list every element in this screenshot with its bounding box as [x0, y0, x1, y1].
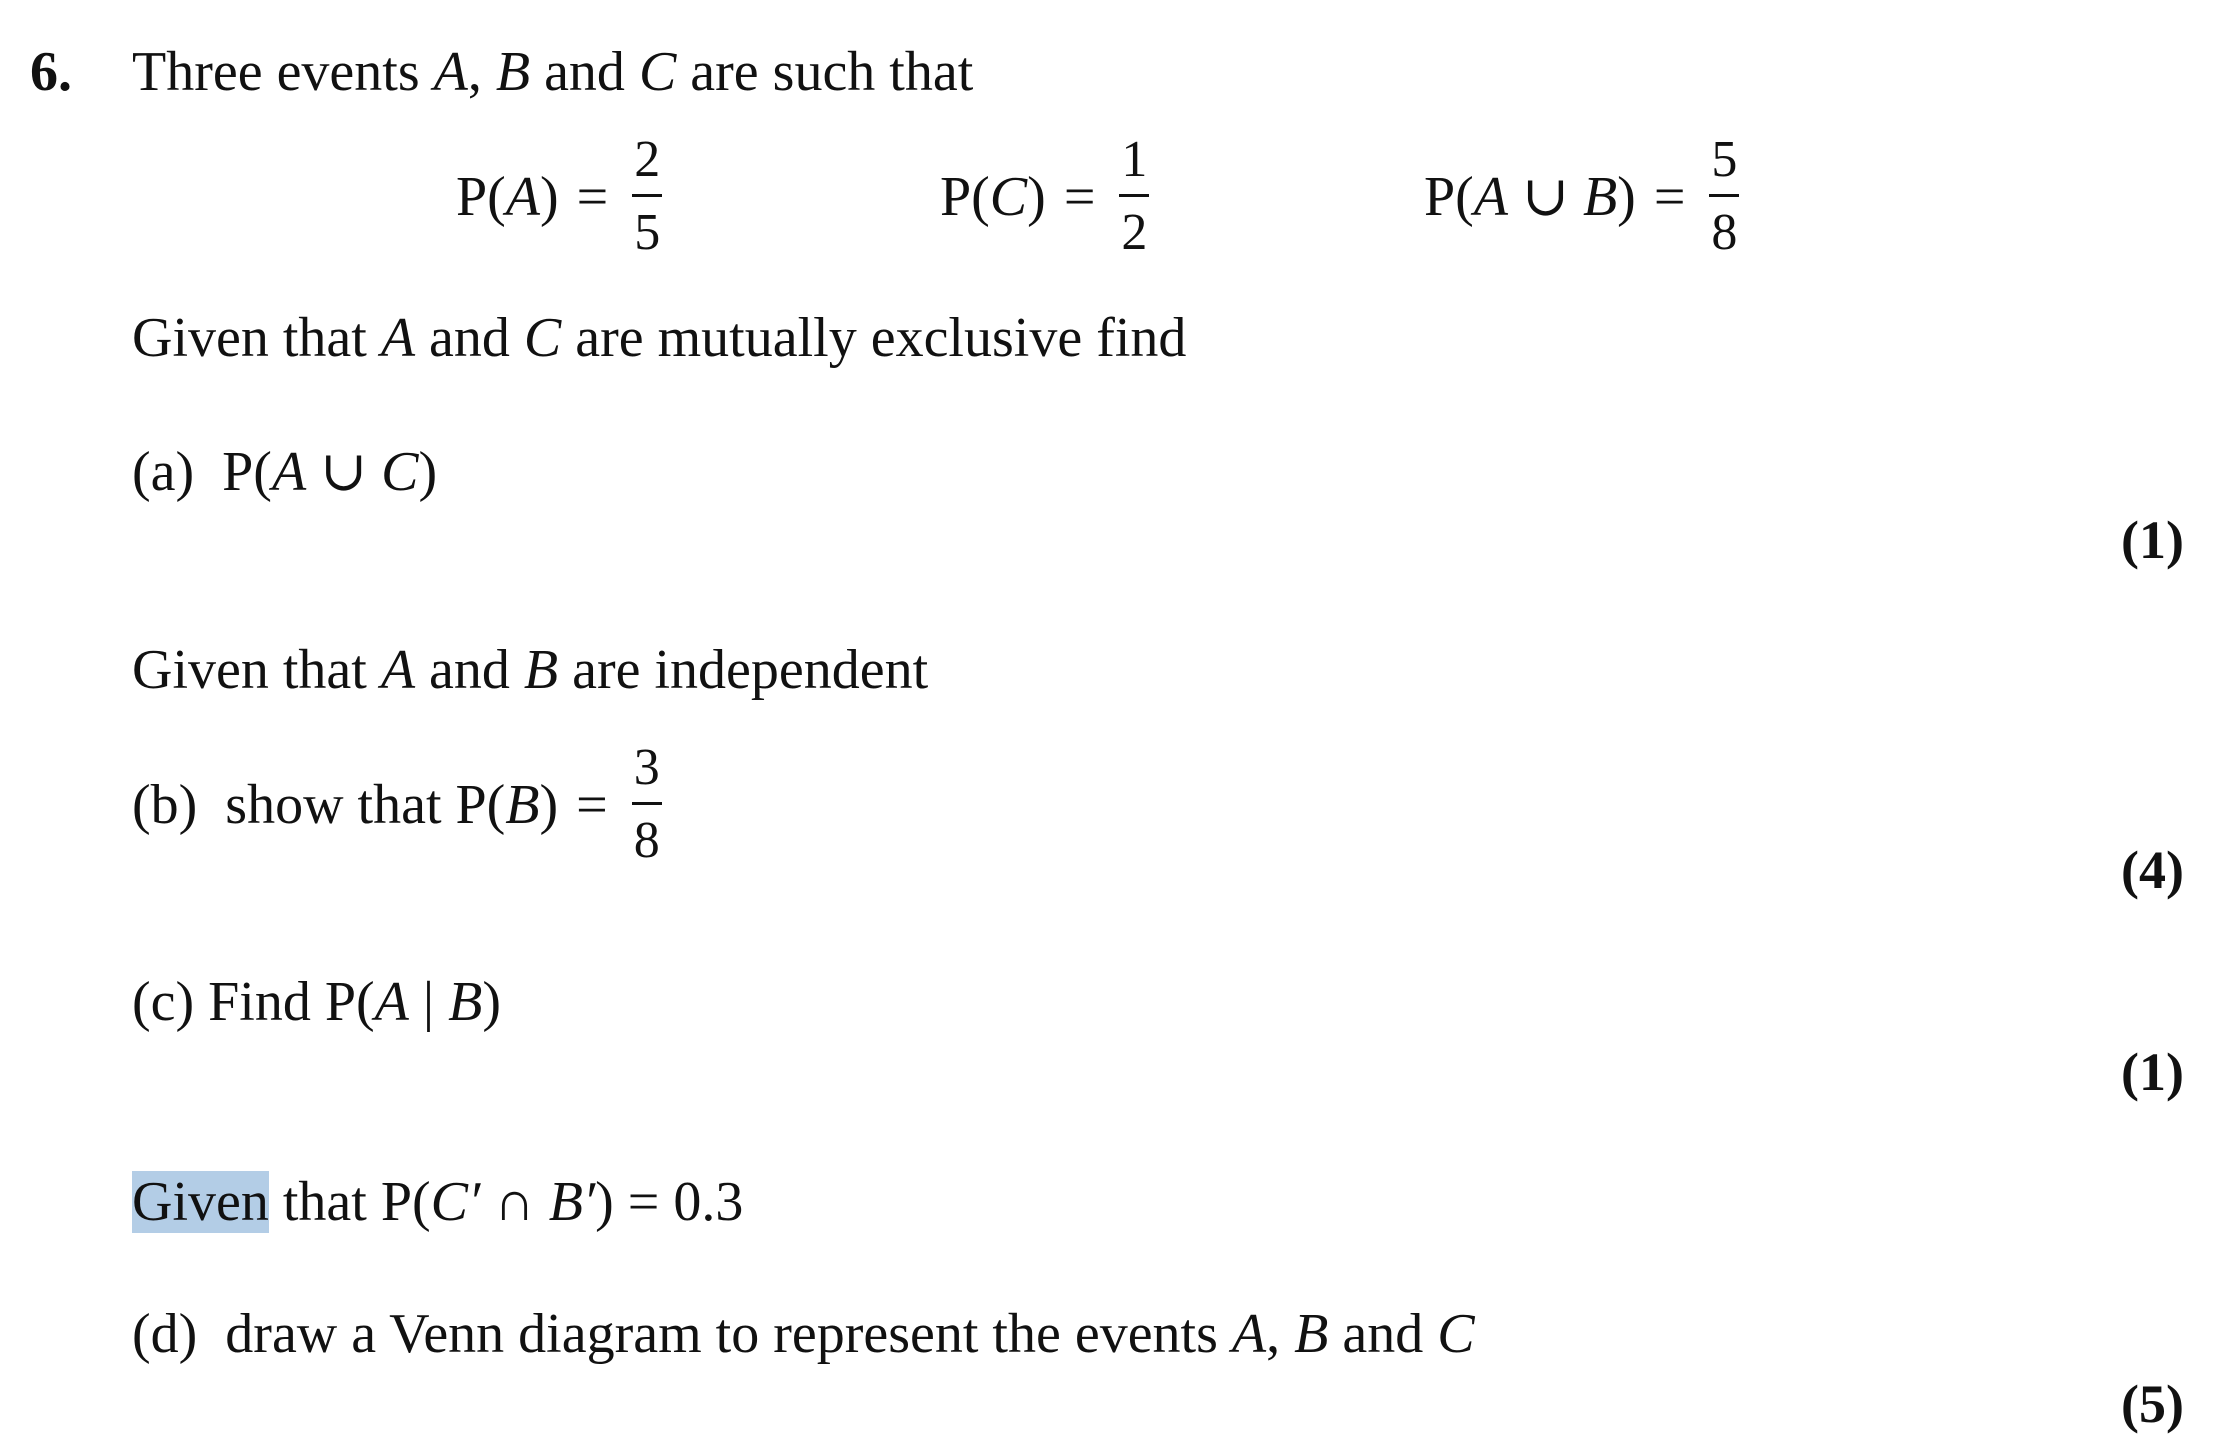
- intro-comma: ,: [467, 41, 496, 103]
- part-b: [132, 740, 664, 869]
- given-aub-lhs: P(A ∪ B): [1424, 166, 1636, 228]
- part-c-text: Find P(A | B): [208, 971, 501, 1033]
- condition-complement-intersection: Given that P(C′ ∩ B′) = 0.3: [132, 1171, 744, 1233]
- given-a-lhs: P(A): [456, 165, 559, 228]
- part-b-marks: (4): [2121, 840, 2184, 900]
- part-d-marks: (5): [2121, 1374, 2184, 1434]
- given-aub-fraction: [1707, 132, 1741, 261]
- part-b-label: (b): [132, 773, 198, 836]
- given-aub-equals: =: [1653, 165, 1686, 228]
- given-c-equals: =: [1063, 165, 1096, 228]
- given-c-fraction-bar: [1119, 194, 1149, 197]
- given-a-equals: =: [576, 165, 609, 228]
- given-probability-c: [940, 132, 1151, 261]
- part-c: [132, 970, 501, 1034]
- given-c-fraction: [1117, 132, 1151, 261]
- part-b-fraction-bar: [632, 802, 662, 805]
- given-a-denominator: 5: [634, 204, 661, 261]
- given-aub-fraction-bar: [1709, 194, 1739, 197]
- condition-mutually-exclusive: Given that A and C are mutually exclusive find: [132, 307, 1187, 369]
- part-c-label: (c): [132, 971, 195, 1033]
- intro-var-b: B: [495, 41, 531, 103]
- given-probability-a: [456, 132, 664, 261]
- given-a-numerator: 2: [634, 131, 661, 188]
- condition-independent: Given that A and B are independent: [132, 639, 929, 701]
- given-c-denominator: 2: [1121, 204, 1148, 261]
- intro-text-1: Three events: [132, 41, 434, 103]
- part-b-fraction: [630, 740, 664, 869]
- given-aub-denominator: 8: [1711, 204, 1738, 261]
- given-a-fraction-bar: [632, 194, 662, 197]
- intro-var-c: C: [638, 41, 677, 103]
- part-d-text: draw a Venn diagram to represent the events A, B and C: [225, 1303, 1475, 1365]
- intro-var-a: A: [433, 41, 468, 103]
- part-d-label: (d): [132, 1303, 198, 1365]
- part-d: [132, 1302, 1475, 1366]
- intro-and: and: [530, 41, 639, 103]
- part-a-label: (a): [132, 441, 195, 503]
- given-c-lhs: P(C): [940, 165, 1046, 228]
- part-b-text: show that P(B): [225, 773, 559, 836]
- part-b-denominator: 8: [633, 812, 660, 869]
- part-a-marks: (1): [2121, 510, 2184, 570]
- given-c-numerator: 1: [1121, 131, 1148, 188]
- intro-text-2: are such that: [676, 41, 974, 103]
- question-intro: [132, 40, 973, 104]
- question-number: 6.: [30, 41, 72, 103]
- given-aub-numerator: 5: [1711, 131, 1738, 188]
- part-a: [132, 440, 437, 504]
- given-probability-a-union-b: [1424, 132, 1741, 261]
- part-b-equals: =: [576, 773, 608, 836]
- given-a-fraction: [630, 132, 664, 261]
- selected-text-highlight[interactable]: Given: [132, 1171, 269, 1233]
- part-b-numerator: 3: [633, 739, 660, 796]
- part-a-expression: P(A ∪ C): [222, 441, 438, 503]
- part-c-marks: (1): [2121, 1042, 2184, 1102]
